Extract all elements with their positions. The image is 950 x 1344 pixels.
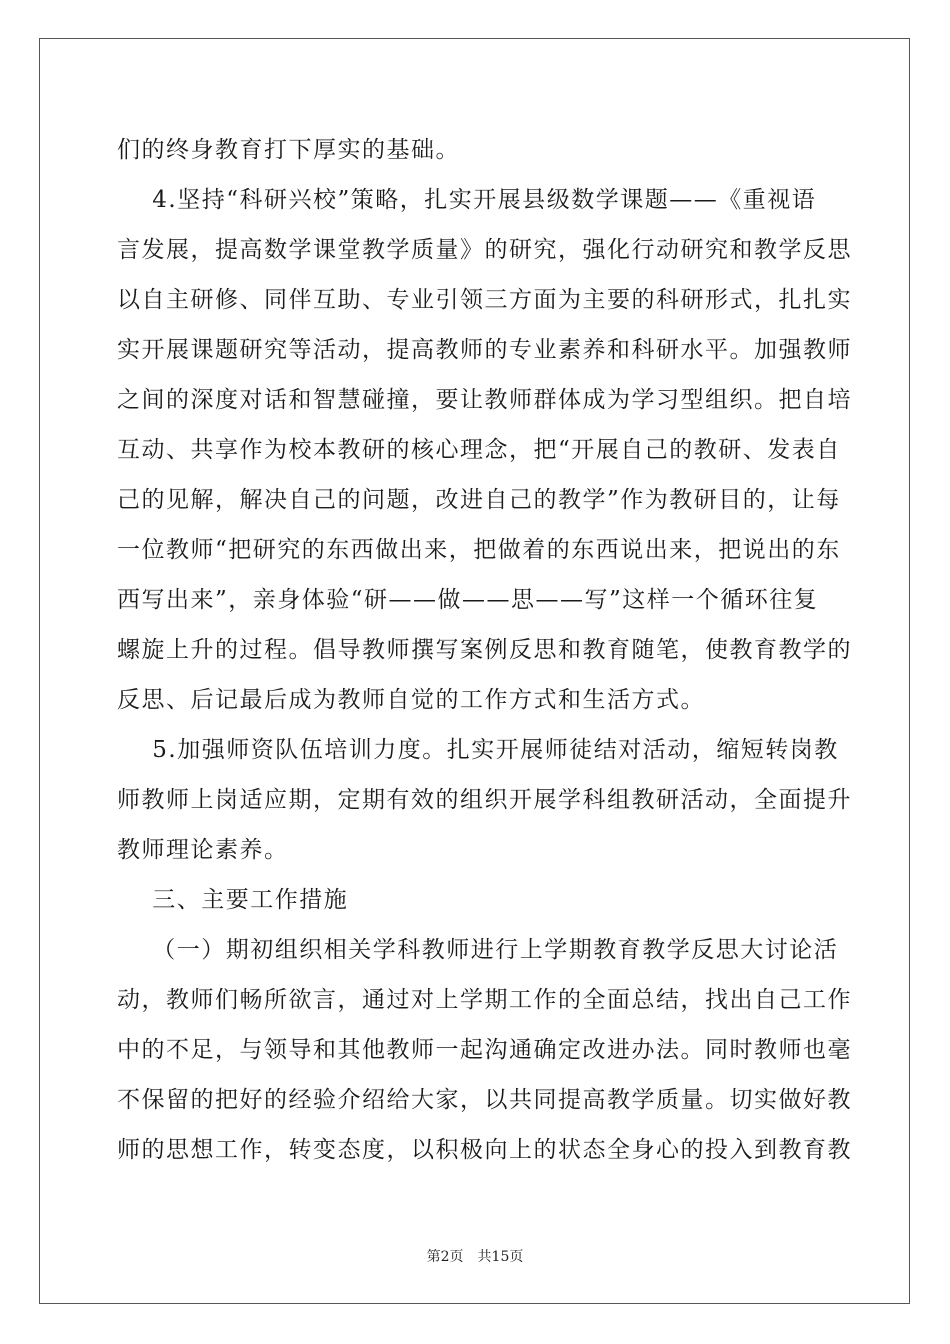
text-line: 之间的深度对话和智慧碰撞，要让教师群体成为学习型组织。把自培 [117, 387, 852, 413]
text-line: 言发展，提高数学课堂教学质量》的研究，强化行动研究和教学反思 [117, 237, 852, 263]
text-line: 中的不足，与领导和其他教师一起沟通确定改进办法。同时教师也毫 [117, 1037, 852, 1063]
text-line: 教师理论素养。 [117, 837, 289, 863]
text-line: 互动、共享作为校本教研的核心理念，把“开展自己的教研、发表自 [117, 437, 841, 463]
text-line: （一）期初组织相关学科教师进行上学期教育教学反思大讨论活 [117, 937, 839, 963]
page-total: 共15页 [477, 1249, 524, 1265]
text-line: 动，教师们畅所欲言，通过对上学期工作的全面总结，找出自己工作 [117, 987, 852, 1013]
text-line: 5.加强师资队伍培训力度。扎实开展师徒结对活动，缩短转岗教 [117, 737, 839, 763]
section-heading: 三、主要工作措施 [117, 887, 349, 913]
page-footer [0, 1246, 950, 1266]
text-line: 己的见解，解决自己的问题，改进自己的教学”作为教研目的，让每 [117, 487, 841, 513]
text-line: 师的思想工作，转变态度，以积极向上的状态全身心的投入到教育教 [117, 1137, 852, 1163]
text-line: 西写出来”，亲身体验“研——做——思——写”这样一个循环往复 [117, 587, 819, 613]
text-line: 反思、后记最后成为教师自觉的工作方式和生活方式。 [117, 687, 705, 713]
document-body [117, 125, 852, 1175]
text-line: 以自主研修、同伴互助、专业引领三方面为主要的科研形式，扎扎实 [117, 287, 852, 313]
text-line: 师教师上岗适应期，定期有效的组织开展学科组教研活动，全面提升 [117, 787, 852, 813]
page-number: 第2页 [426, 1249, 464, 1265]
text-line: 4.坚持“科研兴校”策略，扎实开展县级数学课题——《重视语 [117, 187, 817, 213]
text-line: 一位教师“把研究的东西做出来，把做着的东西说出来，把说出的东 [117, 537, 841, 563]
text-line: 们的终身教育打下厚实的基础。 [117, 137, 460, 163]
text-line: 实开展课题研究等活动，提高教师的专业素养和科研水平。加强教师 [117, 337, 852, 363]
text-line: 不保留的把好的经验介绍给大家，以共同提高教学质量。切实做好教 [117, 1087, 852, 1113]
text-line: 螺旋上升的过程。倡导教师撰写案例反思和教育随笔，使教育教学的 [117, 637, 852, 663]
